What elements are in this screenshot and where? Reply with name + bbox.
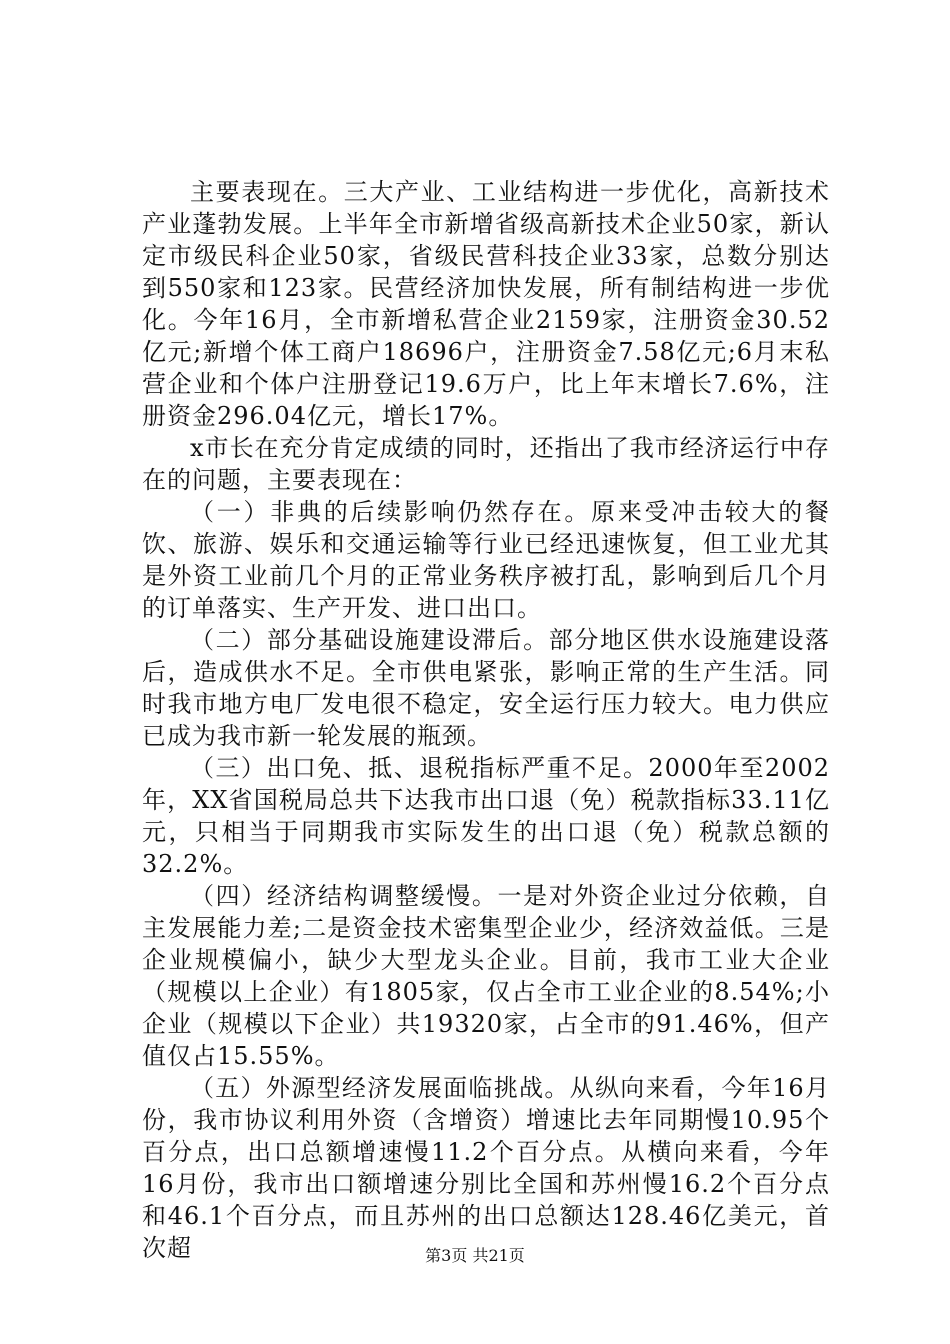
paragraph: （四）经济结构调整缓慢。一是对外资企业过分依赖，自主发展能力差;二是资金技术密集型企业少，经济效益低。三是企业规模偏小，缺少大型龙头企业。目前，我市工业大企业（规模以上企业）有1805家，仅占全市工业企业的8.54%;小企业（规模以下企业）共19320家，占全市的91.46%，但产值仅占15.55%。 — [142, 882, 830, 1070]
paragraph: 主要表现在。三大产业、工业结构进一步优化，高新技术产业蓬勃发展。上半年全市新增省级高新技术企业50家，新认定市级民科企业50家，省级民营科技企业33家，总数分别达到550家和123家。民营经济加快发展，所有制结构进一步优化。今年16月，全市新增私营企业2159家，注册资金30.52亿元;新增个体工商户18696户，注册资金7.58亿元;6月末私营企业和个体户注册登记19.6万户，比上年末增长7.6%，注册资金296.04亿元，增长17%。 — [142, 178, 830, 430]
paragraph: （二）部分基础设施建设滞后。部分地区供水设施建设落后，造成供水不足。全市供电紧张，影响正常的生产生活。同时我市地方电厂发电很不稳定，安全运行压力较大。电力供应已成为我市新一轮发展的瓶颈。 — [142, 626, 830, 750]
paragraph: （一）非典的后续影响仍然存在。原来受冲击较大的餐饮、旅游、娱乐和交通运输等行业已经迅速恢复，但工业尤其是外资工业前几个月的正常业务秩序被打乱，影响到后几个月的订单落实、生产开发、进口出口。 — [142, 498, 830, 622]
paragraph: （五）外源型经济发展面临挑战。从纵向来看，今年16月份，我市协议利用外资（含增资）增速比去年同期慢10.95个百分点，出口总额增速慢11.2个百分点。从横向来看，今年16月份，我市出口额增速分别比全国和苏州慢16.2个百分点和46.1个百分点，而且苏州的出口总额达128.46亿美元，首次超 — [142, 1074, 830, 1262]
page-number: 第3页 共21页 — [425, 1246, 525, 1265]
paragraph: （三）出口免、抵、退税指标严重不足。2000年至2002年，XX省国税局总共下达我市出口退（免）税款指标33.11亿元，只相当于同期我市实际发生的出口退（免）税款总额的32.2%。 — [142, 754, 830, 878]
document-body — [142, 176, 830, 1264]
paragraph: x市长在充分肯定成绩的同时，还指出了我市经济运行中存在的问题，主要表现在： — [142, 434, 830, 494]
